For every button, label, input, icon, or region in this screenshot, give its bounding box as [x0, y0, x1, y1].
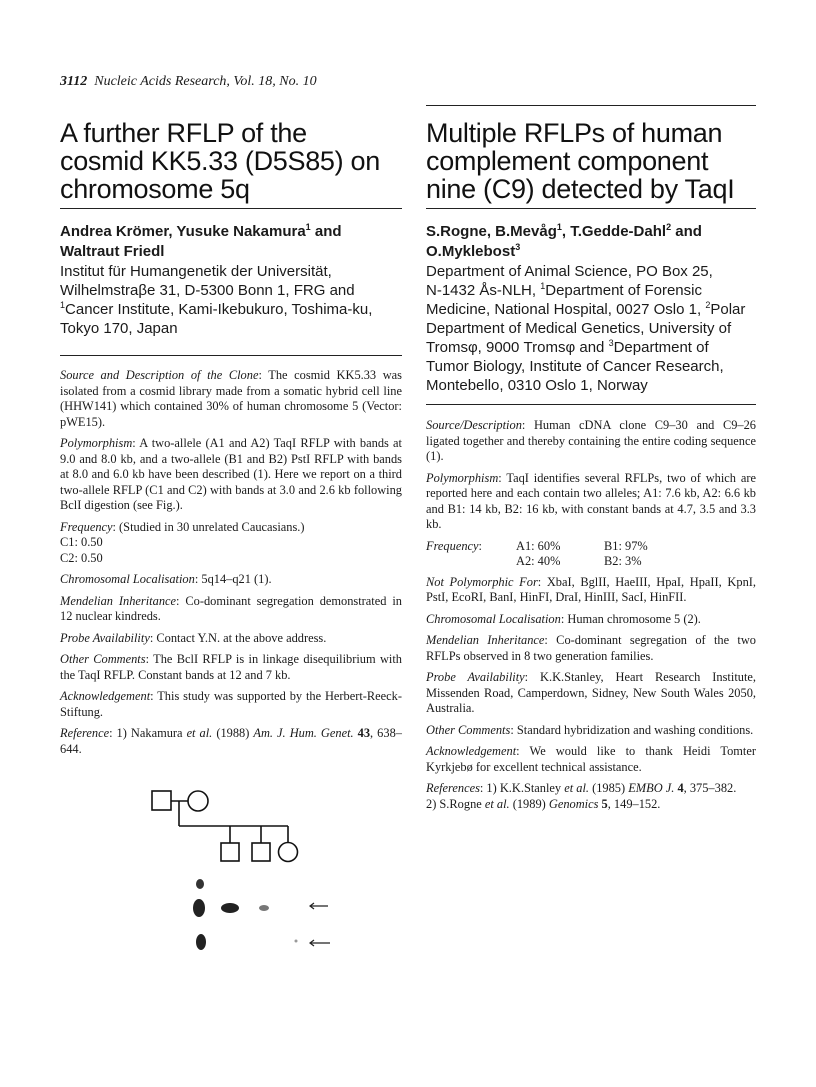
comments-paragraph: Other Comments: The BclI RFLP is in linkage disequilibrium with the TaqI RFLP. Constant bands at 12 and 7 kb.	[60, 652, 402, 682]
right-title-rule	[426, 208, 756, 209]
acknowledgement-paragraph: Acknowledgement: This study was supported by the Herbert-Reeck-Stiftung.	[60, 689, 402, 719]
reference-paragraph: Reference: 1) Nakamura et al. (1988) Am. J. Hum. Genet. 43, 638–644.	[60, 726, 402, 756]
title-line: chromosome 5q	[60, 174, 250, 204]
daughter-symbol	[279, 843, 298, 862]
right-top-rule	[426, 105, 756, 106]
left-authors: Andrea Krömer, Yusuke Nakamura$^1$ and Waltraut Friedl	[60, 222, 342, 260]
source-paragraph: Source/Description: Human cDNA clone C9–30 and C9–26 ligated together and thereby containing the entire coding sequence (1).	[426, 418, 756, 463]
title-line: A further RFLP of the	[60, 118, 307, 148]
frequency-table: Frequency: A1: 60% B1: 97% A2: 40% B2: 3%	[426, 538, 648, 568]
page-number: 3112	[60, 74, 88, 89]
localisation-paragraph: Chromosomal Localisation: Human chromosome 5 (2).	[426, 611, 701, 626]
title-line: complement component	[426, 146, 709, 176]
title-line: cosmid KK5.33 (D5S85) on	[60, 146, 380, 176]
left-article-title	[60, 119, 410, 203]
localisation-paragraph: Chromosomal Localisation: 5q14–q21 (1).	[60, 572, 272, 586]
journal-citation: Nucleic Acids Research, Vol. 18, No. 10	[94, 74, 317, 89]
title-line: nine (C9) detected by TaqI	[426, 174, 735, 204]
inheritance-paragraph: Mendelian Inheritance: Co-dominant segregation of the two RFLPs observed in 8 two generation families.	[426, 633, 756, 663]
son-symbol	[252, 843, 270, 861]
band	[259, 905, 269, 911]
right-article-title	[426, 119, 776, 203]
references-paragraph: References: 1) K.K.Stanley et al. (1985) EMBO J. 4, 375–382. 2) S.Rogne et al. (1989) Genomics 5, 149–152.	[426, 781, 737, 811]
band	[193, 899, 205, 917]
left-title-rule	[60, 208, 402, 209]
band	[196, 879, 204, 889]
right-authors: S.Rogne, B.Mevåg$^1$, T.Gedde-Dahl$^2$ and O.Myklebost$^3$	[426, 222, 702, 260]
inheritance-paragraph: Mendelian Inheritance: Co-dominant segregation demonstrated in 12 nuclear kindreds.	[60, 593, 402, 623]
band	[295, 940, 298, 943]
running-header	[60, 74, 317, 90]
right-body	[426, 418, 756, 818]
band	[196, 934, 206, 950]
frequency-paragraph: Frequency: (Studied in 30 unrelated Caucasians.) C1: 0.50 C2: 0.50	[60, 519, 305, 565]
title-line: Multiple RFLPs of human	[426, 118, 723, 148]
left-affiliation: Institut für Humangenetik der Universität, Wilhelmstraβe 31, D-5300 Bonn 1, FRG and $^1$Cancer Institute, Kami-Ikebukuro, Toshima-ku, Tokyo 170, Japan	[60, 263, 373, 337]
acknowledgement-paragraph: Acknowledgement: We would like to thank Heidi Tomter Kyrkjebø for excellent technical assistance.	[426, 744, 756, 774]
pedigree-diagram	[150, 788, 310, 868]
comments-paragraph: Other Comments: Standard hybridization and washing conditions.	[426, 722, 754, 737]
autoradiograph-blot	[170, 872, 350, 962]
son-symbol	[221, 843, 239, 861]
not-polymorphic-paragraph: Not Polymorphic For: XbaI, BglII, HaeIII, HpaI, HpaII, KpnI, PstI, EcoRI, BanI, HinFI, DraI, HinIII, SacI, HinFII.	[426, 574, 756, 604]
left-affil-rule	[60, 355, 402, 356]
right-affil-rule	[426, 404, 756, 405]
mother-symbol	[188, 791, 208, 811]
probe-paragraph: Probe Availability: K.K.Stanley, Heart Research Institute, Missenden Road, Camperdown, Sidney, New South Wales 2050, Australia.	[426, 670, 756, 715]
probe-paragraph: Probe Availability: Contact Y.N. at the above address.	[60, 630, 327, 645]
polymorphism-paragraph: Polymorphism: A two-allele (A1 and A2) TaqI RFLP with bands at 9.0 and 8.0 kb, and a two-allele (B1 and B2) PstI RFLP with bands at 8.0 and 6.0 kb have been described (1). Here we report on a third two-allele RFLP (C1 and C2) with bands at 3.0 and 2.6 kb following BclI digestion (see Fig.).	[60, 436, 402, 512]
right-affiliation: Department of Animal Science, PO Box 25, N-1432 Ås-NLH, $^1$Department of Forensic Medicine, National Hospital, 0027 Oslo 1, $^2$Polar Department of Medical Genetics, University of Tromsφ, 9000 Tromsφ and $^3$Department of Tumor Biology, Institute of Cancer Research, Montebello, 0310 Oslo 1, Norway	[426, 263, 746, 394]
source-paragraph: Source and Description of the Clone: The cosmid KK5.33 was isolated from a cosmid library made from a somatic hybrid cell line (HHW141) which contained 30% of human chromosome 5 (Vector: pWE15).	[60, 368, 403, 429]
left-body	[60, 368, 402, 763]
band	[221, 903, 239, 913]
polymorphism-paragraph: Polymorphism: TaqI identifies several RFLPs, two of which are reported here and each contain two alleles; A1: 7.6 kb, A2: 6.6 kb and B1: 14 kb, B2: 16 kb, with constant bands at 4.7, 3.5 and 3.3 kb.	[426, 470, 756, 531]
father-symbol	[152, 791, 171, 810]
